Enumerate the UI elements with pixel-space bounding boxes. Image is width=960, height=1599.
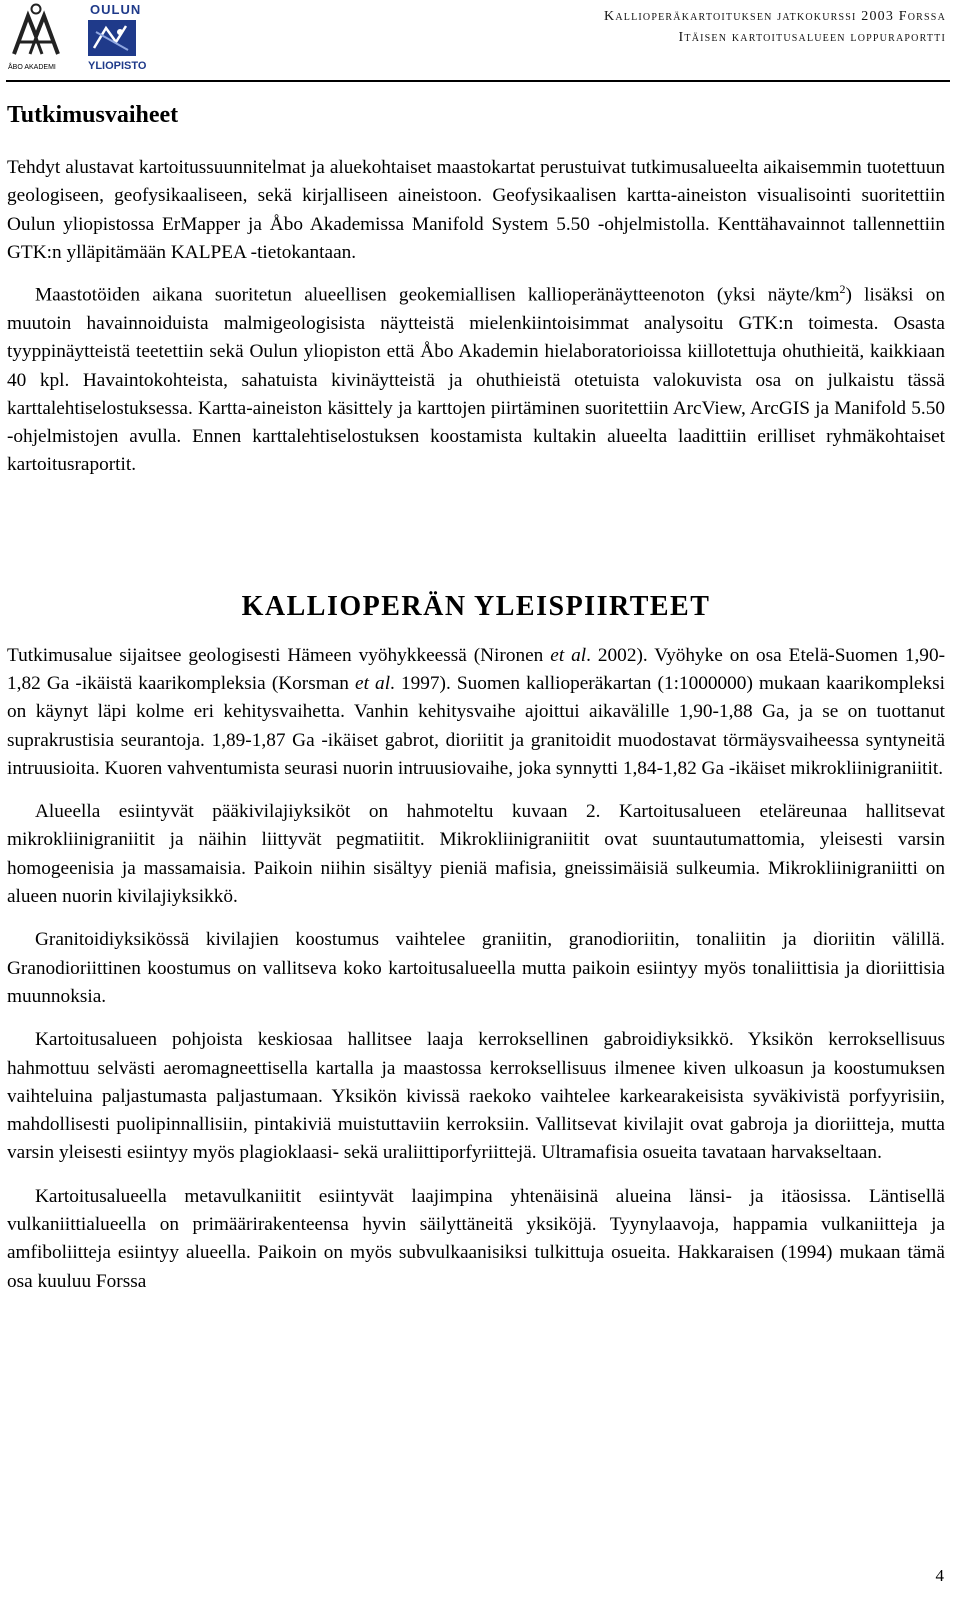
document-body — [7, 100, 945, 1296]
page-header — [0, 0, 960, 78]
paragraph — [7, 642, 945, 783]
section-heading-tutkimusvaiheet: Tutkimusvaiheet — [7, 102, 179, 128]
paragraph — [7, 275, 945, 480]
paragraph: Granitoidiyksikössä kivilajien koostumus vaihtelee graniitin, granodioriitin, tonaliitin ja dioriitin välillä. Granodioriittinen koostumus on vallitseva koko kartoitusalueella mutta paikoin esiintyy myös tonaliittisia ja dioriittisia muunnoksia. — [7, 929, 945, 1007]
oulu-logo-emblem-icon — [86, 18, 138, 58]
chapter-heading: KALLIOPERÄN YLEISPIIRTEET — [241, 590, 711, 622]
paragraph: Kartoitusalueella metavulkaniitit esiintyvät laajimpina yhtenäisinä alueina länsi- ja itäosissa. Läntisellä vulkaniittialueella on primäärirakenteensa hyvin säilyttäneitä yksiköjä. Tyynylaavoja, happamia vulkaniitteja ja amfiboliitteja esiintyy alueella. Paikoin on myös subvulkaanisiksi tulkittuja osueita. Hakkaraisen (1994) mukaan tämä osa kuuluu Forssa — [7, 1185, 945, 1292]
paragraph-text: . 1997). Suomen kallioperäkartan (1:1000000) mukaan kaarikompleksi on käynyt läpi kolme eri kehitysvaihetta. Vanhin kehitysvaihe ajoittui aikavälille 1,90-1,88 Ga, ja se on tuottanut suprakrustisia seurantoja. 1,89-1,87 Ga -ikäiset gabrot, dioriitit ja granitoidit muodostavat törmäysvaiheessa syntyneitä intruusioita. Kuoren vahventumista seurasi nuorin intruusiovaihe, joka synnytti 1,84-1,82 Ga -ikäiset mikrokliinigraniitit. — [7, 672, 945, 779]
header-title — [604, 6, 946, 48]
paragraph: Tehdyt alustavat kartoitussuunnitelmat ja aluekohtaiset maastokartat perustuivat tutkimusalueelta aikaisemmin tuotettuun geologiseen, geofysikaaliseen, sekä kirjalliseen aineistoon. Geofysikaalisen kartta-aineiston visualisointi suoritettiin Oulun yliopistossa ErMapper ja Åbo Akademissa Manifold System 5.50 -ohjelmistolla. Kenttähavainnot tallennettiin GTK:n ylläpitämään KALPEA -tietokantaan. — [7, 157, 945, 263]
header-divider — [6, 80, 950, 82]
paragraph: Alueella esiintyvät pääkivilajiyksiköt on hahmoteltu kuvaan 2. Kartoitusalueen eteläreunaa hallitsevat mikrokliinigraniitit ja näihin liittyvät pegmatiitit. Mikrokliinigraniitit ovat suuntautumattomia, yleisesti varsin homogeenisia ja massamaisia. Paikoin niihin sisältyy pieniä mafisia, gneissimäisiä sulkeumia. Mikrokliinigraniitti on alueen nuorin kivilajiyksikkö. — [7, 801, 945, 908]
oulu-logo-bottom-text: YLIOPISTO — [88, 60, 147, 72]
abo-akademi-caption: ÅBO AKADEMI — [8, 64, 56, 71]
header-line-1: Kallioperäkartoituksen jatkokurssi 2003 Forssa — [604, 9, 946, 24]
paragraph-text: Maastotöiden aikana suoritetun alueellisen geokemiallisen kallioperänäytteenoton (yksi näyte/km — [35, 284, 840, 306]
page-number: 4 — [935, 1566, 944, 1585]
paragraph-text: ) lisäksi on muutoin havainnoiduista malmigeologisista näytteistä mielenkiintoisimmat analysoitu GTK:n toimesta. Osasta tyyppinäytteistä teetettiin sekä Oulun yliopiston että Åbo Akademin hielaboratorioissa kiillotettuja ohuthieitä, kaikkiaan 40 kpl. Havaintokohteista, sahatuista kivinäytteistä ja ohuthieistä otetuista valokuvista osa on julkaistu tässä karttalehtiselostuksessa. Kartta-aineiston käsittely ja karttojen piirtäminen suoritettiin ArcView, ArcGIS ja Manifold 5.50 -ohjelmistojen avulla. Ennen karttalehtiselostuksen koostamista kultakin alueelta laadittiin erilliset ryhmäkohtaiset kartoitusraportit. — [7, 284, 945, 476]
superscript: 2 — [839, 282, 846, 297]
paragraph: Kartoitusalueen pohjoista keskiosaa hallitsee laaja kerroksellinen gabroidiyksikkö. Yksikön kerroksellisuus hahmottuu selvästi aeromagneettisella kartalla ja maastossa kerroksellisuus ilmenee kiven ulkoasun ja koostumuksen vaihteluina paljastumasta paljastumaan. Yksikön kivissä raekoko vaihtelee karkearakeisista syväkivistä porfyyrisiin, mahdollisesti puolipinnallisiin, pintakiviä muistuttaviin kerroksiin. Vallitsevat kivilajit ovat gabroja ja dioriitteja, mutta varsin yleisesti esiintyy myös plagioklaasi- sekä uraliittiporfyriittejä. Ultramafisia osueita tavataan harvakseltaan. — [7, 1029, 945, 1164]
oulu-logo-top-text: OULUN — [90, 2, 142, 17]
paragraph-text: . 2002). Vyöhyke on osa Etelä-Suomen 1,90-1,82 Ga -ikäistä kaarikompleksia (Korsman — [7, 644, 946, 694]
header-line-2: Itäisen kartoitusalueen loppuraportti — [678, 30, 946, 45]
italic-text: et al — [355, 672, 391, 694]
abo-akademi-logo — [6, 2, 66, 74]
paragraph-text: Tutkimusalue sijaitsee geologisesti Hämeen vyöhykkeessä (Nironen — [7, 644, 551, 666]
italic-text: et al — [550, 644, 587, 666]
oulu-university-logo — [86, 2, 147, 74]
